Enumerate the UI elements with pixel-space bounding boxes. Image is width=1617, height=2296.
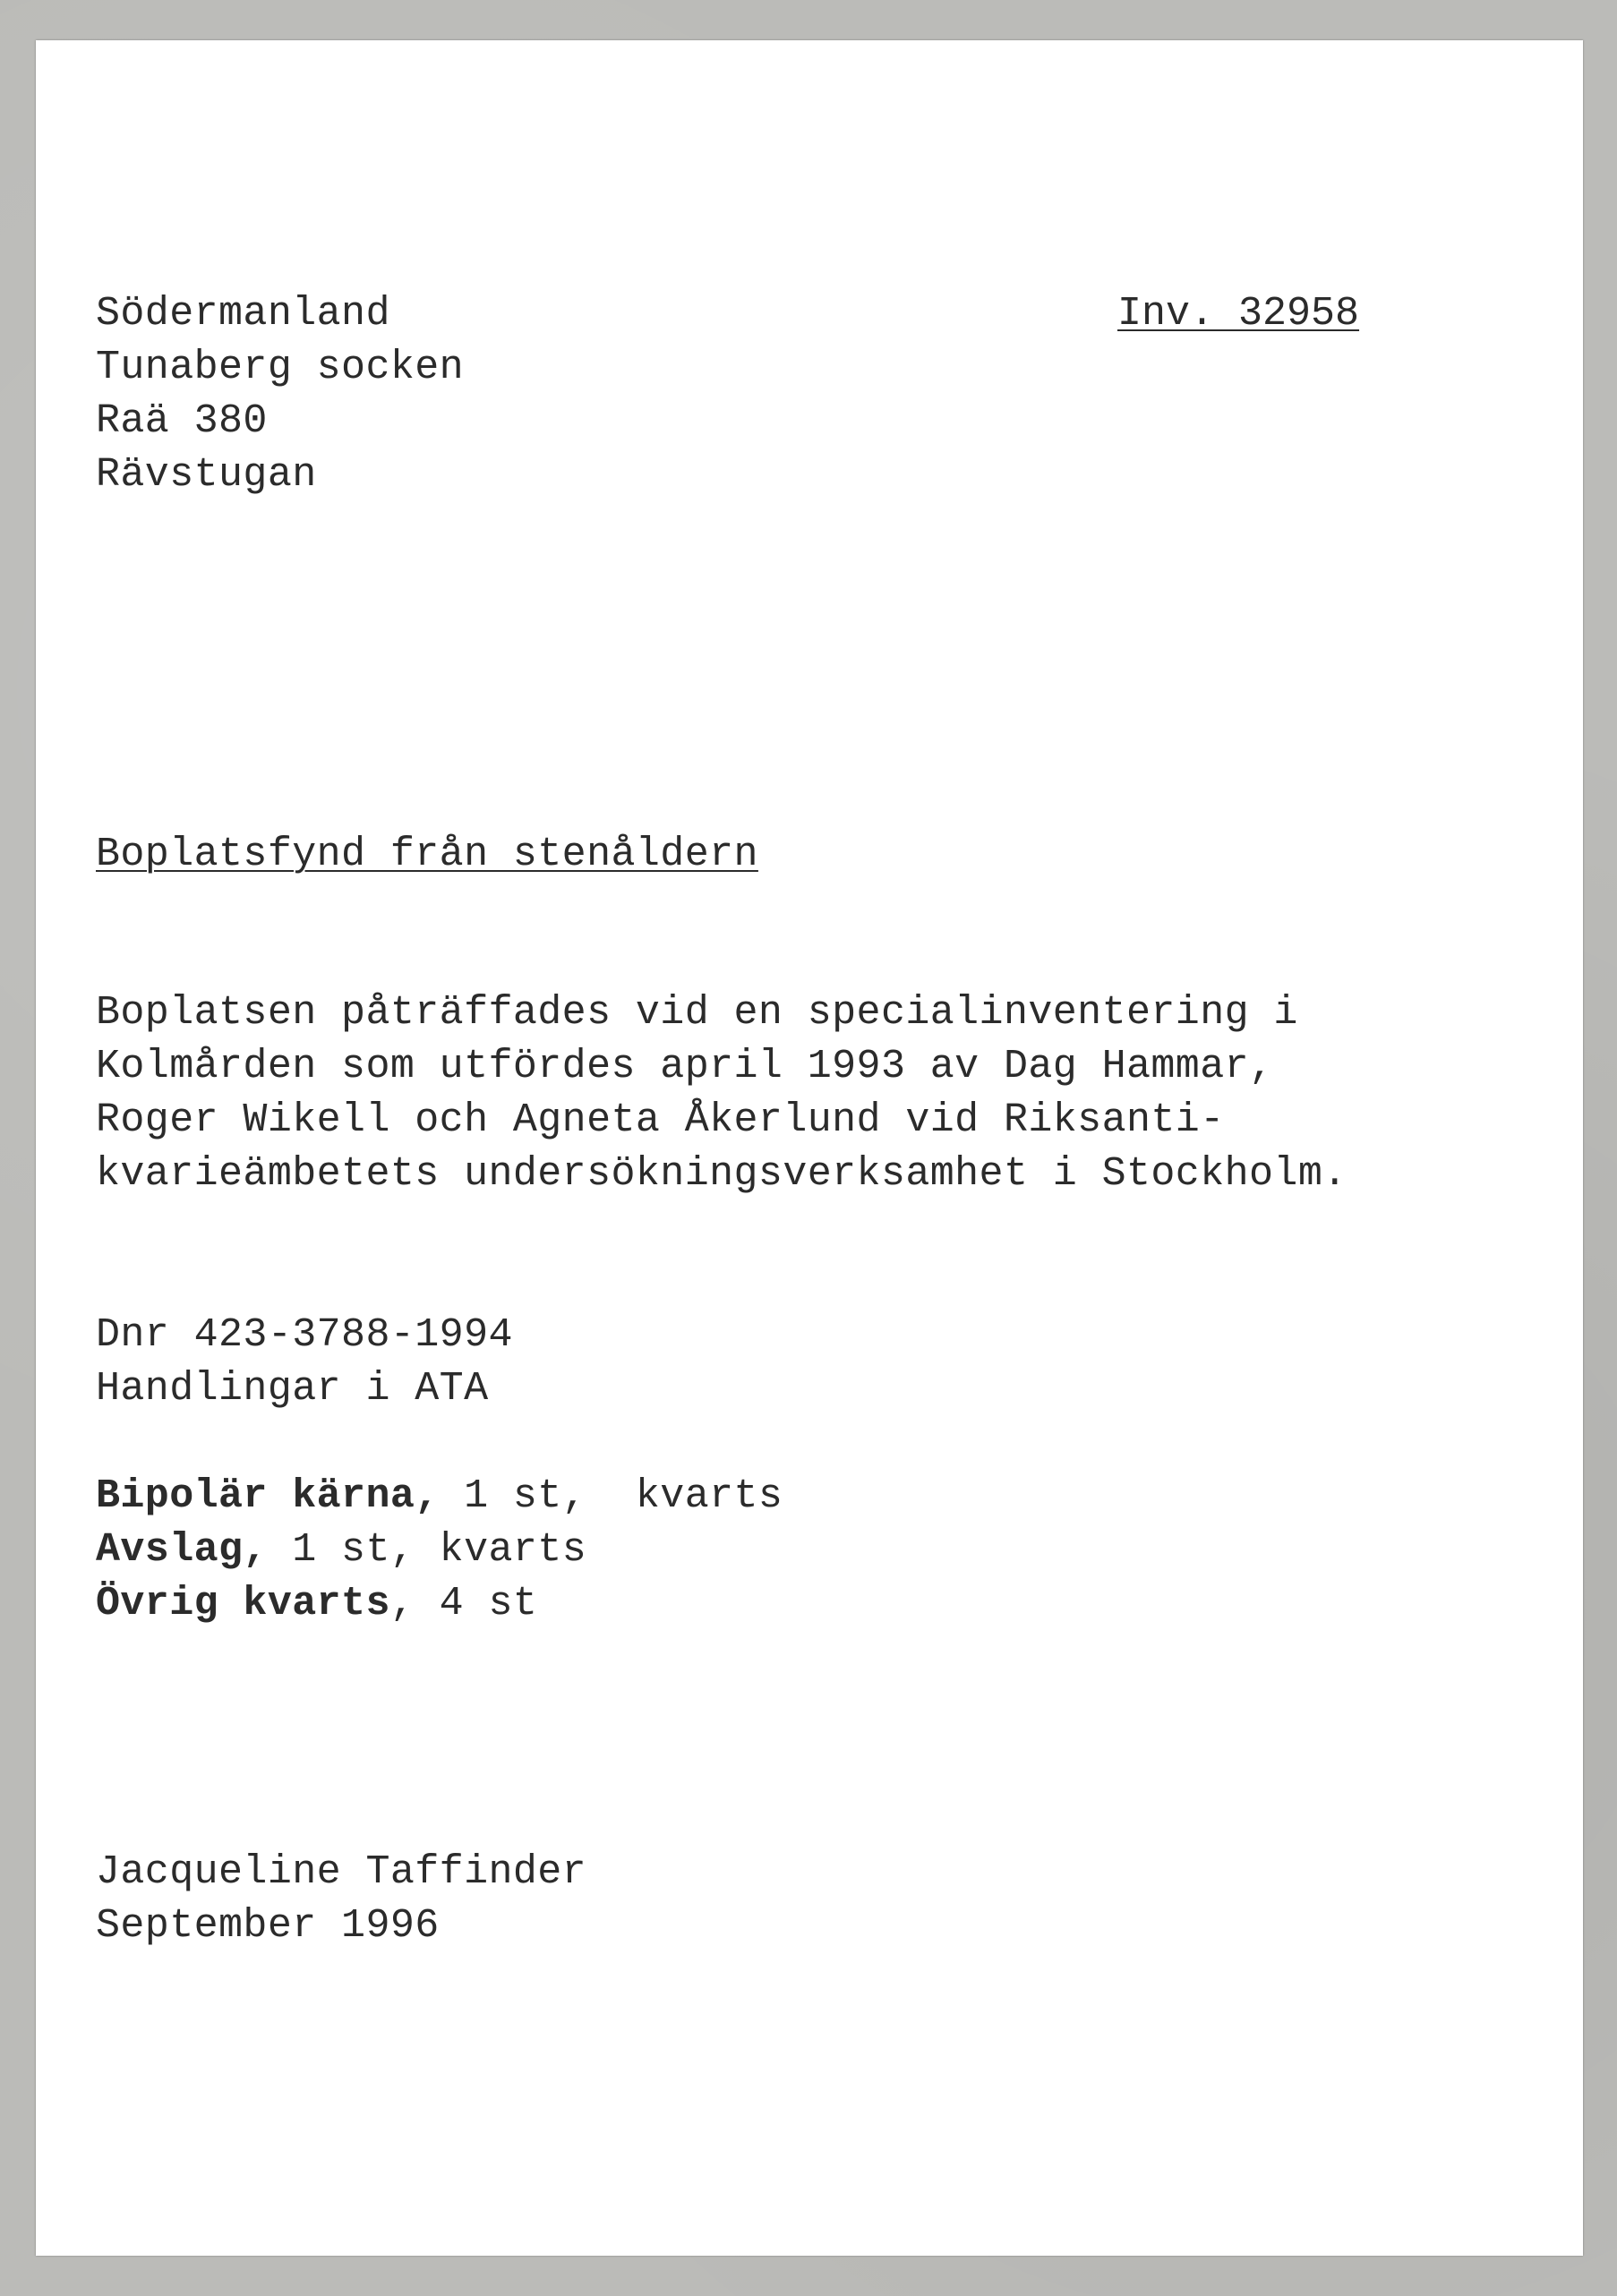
description-line-1: Boplatsen påträffades vid en specialinventering i (96, 990, 1298, 1036)
description-line-4: kvarieämbetets undersökningsverksamhet i Stockholm. (96, 1151, 1348, 1197)
document-title: Boplatsfynd från stenåldern (96, 832, 758, 877)
place-line: Rävstugan (96, 452, 317, 498)
find-detail: 1 st, kvarts (267, 1527, 587, 1573)
find-detail: 1 st, kvarts (439, 1473, 783, 1519)
description-line-3: Roger Wikell och Agneta Åkerlund vid Riksanti- (96, 1097, 1225, 1143)
find-item (96, 1524, 586, 1577)
inventory-number: Inv. 32958 (1117, 291, 1360, 337)
parish-line: Tunaberg socken (96, 345, 465, 390)
document-sheet (36, 40, 1583, 2256)
description-line-2: Kolmården som utfördes april 1993 av Dag Hammar, (96, 1044, 1274, 1089)
find-item (96, 1577, 537, 1631)
raa-line: Raä 380 (96, 398, 268, 444)
date-line: September 1996 (96, 1903, 440, 1949)
find-item (96, 1470, 783, 1524)
dnr-line: Dnr 423-3788-1994 (96, 1312, 513, 1358)
find-name: Bipolär kärna, (96, 1473, 440, 1519)
find-name: Avslag, (96, 1527, 268, 1573)
author-line: Jacqueline Taffinder (96, 1849, 587, 1895)
find-detail: , 4 st (389, 1581, 538, 1626)
province-line: Södermanland (96, 291, 390, 337)
documents-line: Handlingar i ATA (96, 1366, 489, 1412)
find-name: Övrig kvarts (96, 1581, 390, 1626)
